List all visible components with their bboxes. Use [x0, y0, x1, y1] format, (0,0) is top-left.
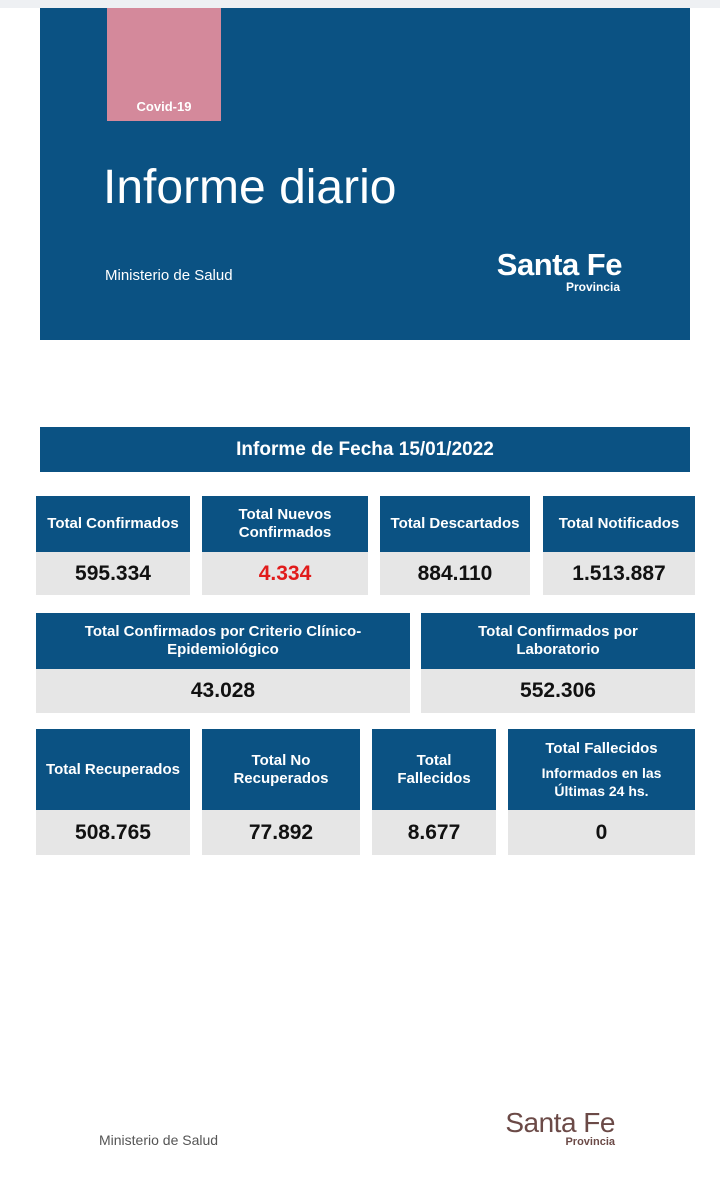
footer-logo-main-text: Santa Fe — [505, 1107, 615, 1138]
stat-label-line2: Informados en las Últimas 24 hs. — [541, 764, 662, 799]
stat-value: 8.677 — [372, 810, 496, 855]
report-date-bar: Informe de Fecha 15/01/2022 — [40, 427, 690, 472]
logo-main-text: Santa Fe — [496, 247, 622, 282]
page-title: Informe diario — [103, 161, 397, 214]
stat-total-no-recuperados — [202, 729, 360, 855]
stat-total-descartados — [380, 496, 530, 595]
stat-label: Total Confirmados por Criterio Clínico-Epidemiológico — [36, 613, 410, 669]
santa-fe-logo — [497, 248, 622, 294]
stat-value: 43.028 — [36, 669, 410, 713]
stat-total-fallecidos — [372, 729, 496, 855]
stat-total-nuevos-confirmados — [202, 496, 368, 595]
stat-label: Total Recuperados — [36, 729, 190, 810]
stat-fallecidos-24hs — [508, 729, 695, 855]
stat-value: 884.110 — [380, 552, 530, 595]
stat-value: 1.513.887 — [543, 552, 695, 595]
stat-total-notificados — [543, 496, 695, 595]
report-cover — [40, 8, 690, 340]
stat-label: Total Descartados — [380, 496, 530, 552]
stat-value: 552.306 — [421, 669, 695, 713]
stat-label: Total No Recuperados — [202, 729, 360, 810]
stat-label: Total Fallecidos — [372, 729, 496, 810]
stat-total-recuperados — [36, 729, 190, 855]
stat-confirmados-laboratorio — [421, 613, 695, 713]
stat-label: Total Notificados — [543, 496, 695, 552]
stat-value: 595.334 — [36, 552, 190, 595]
footer-santa-fe-logo — [505, 1108, 615, 1148]
ministry-label: Ministerio de Salud — [105, 267, 233, 284]
logo-sub-text: Provincia — [565, 280, 620, 294]
footer-ministry-label: Ministerio de Salud — [99, 1132, 219, 1148]
stat-label: Total Confirmados — [36, 496, 190, 552]
top-strip — [0, 0, 720, 8]
stat-label: Total Confirmados por Laboratorio — [421, 613, 695, 669]
stat-value: 4.334 — [202, 552, 368, 595]
footer-logo-sub-text: Provincia — [565, 1136, 615, 1148]
stat-value: 77.892 — [202, 810, 360, 855]
stat-label: Total Nuevos Confirmados — [202, 496, 368, 552]
stat-value: 508.765 — [36, 810, 190, 855]
stat-label-line1: Total Fallecidos — [545, 739, 658, 757]
stat-label — [508, 729, 695, 810]
covid-tag: Covid-19 — [107, 8, 221, 121]
stat-total-confirmados — [36, 496, 190, 595]
stat-value: 0 — [508, 810, 695, 855]
stat-confirmados-clinico — [36, 613, 410, 713]
